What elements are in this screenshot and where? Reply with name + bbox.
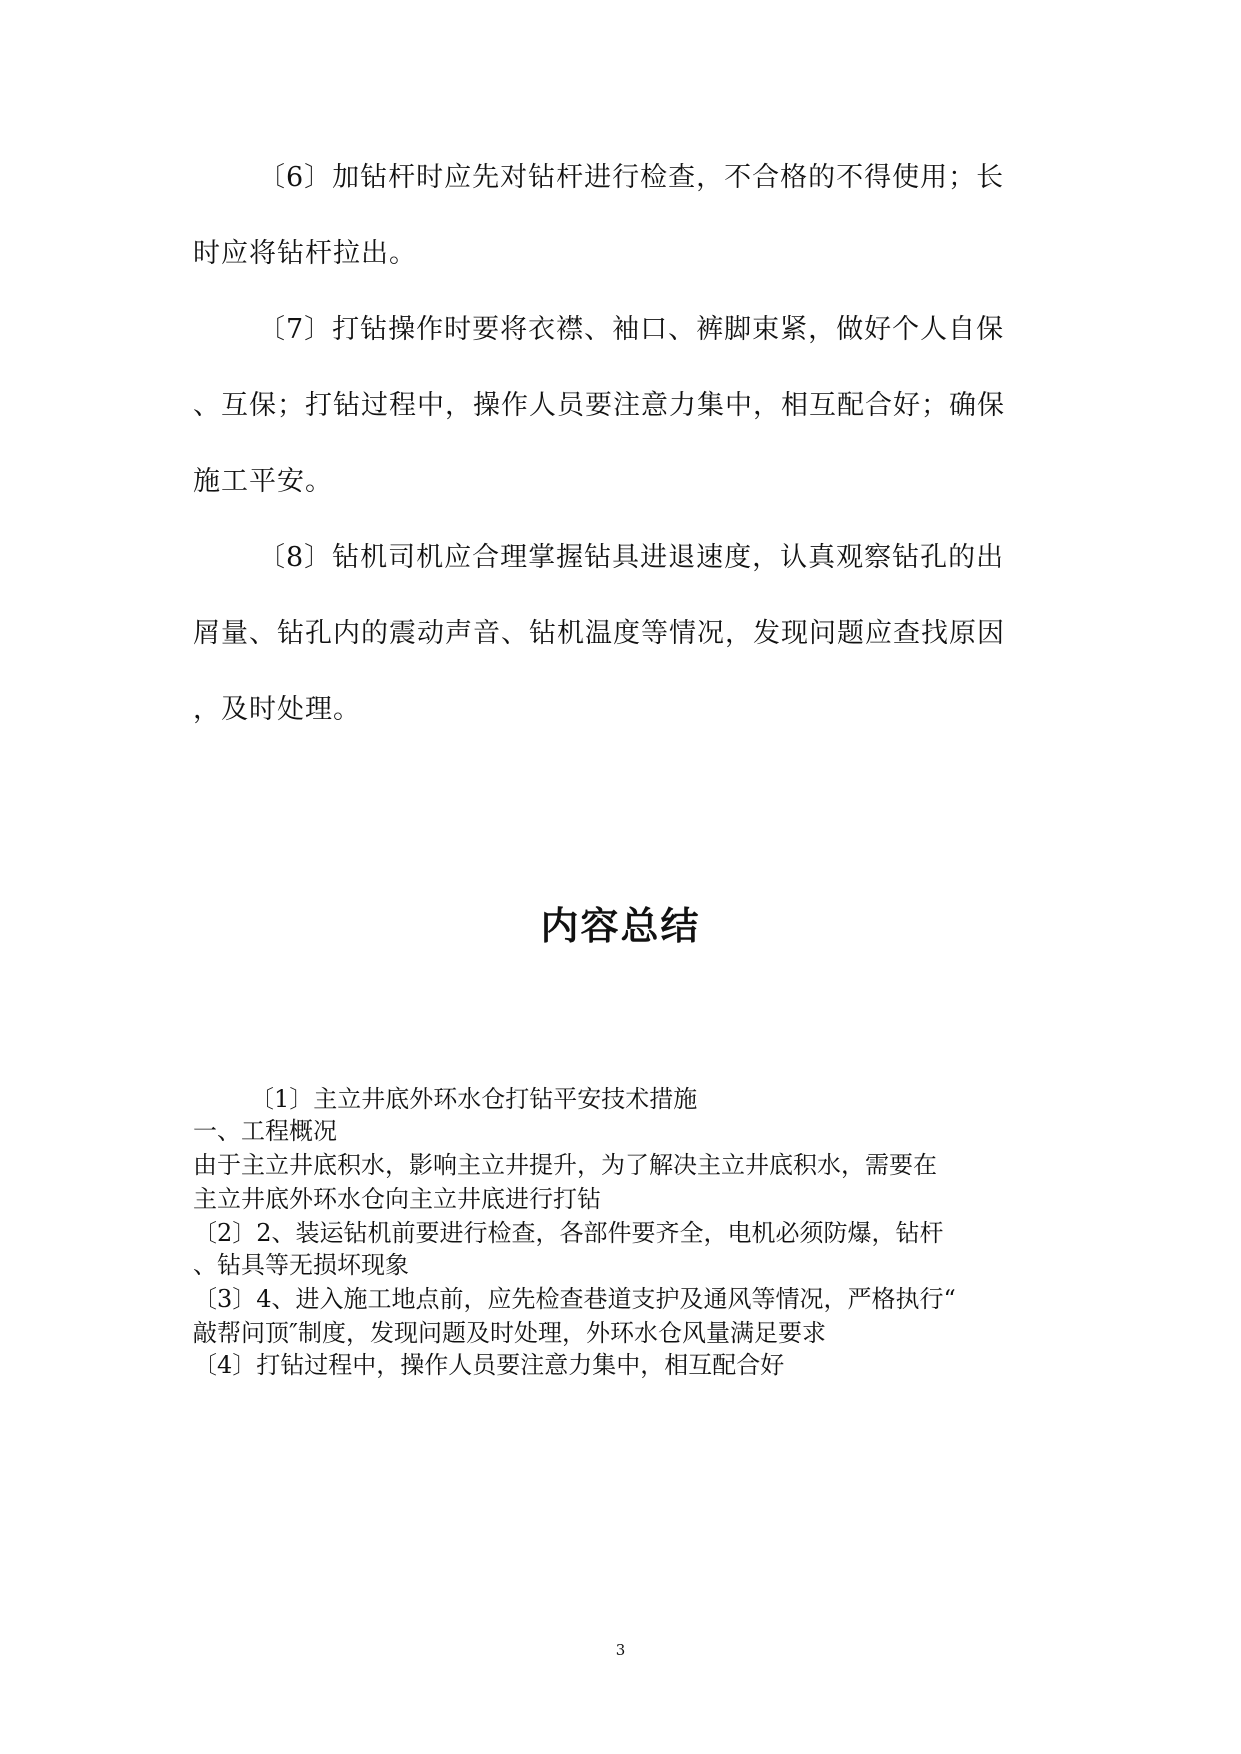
paragraph-6-line-2: 时应将钻杆拉出。: [193, 238, 417, 269]
summary-line-6: 、钻具等无损坏现象: [193, 1251, 409, 1279]
summary-line-8: 敲帮问顶″制度，发现问题及时处理，外环水仓风量满足要求: [193, 1319, 826, 1347]
paragraph-8-line-3: ，及时处理。: [193, 694, 361, 725]
paragraph-8-line-1: 〔8〕钻机司机应合理掌握钻具进退速度，认真观察钻孔的出: [258, 542, 1005, 573]
paragraph-7-line-2: 、互保；打钻过程中，操作人员要注意力集中，相互配合好；确保: [193, 390, 1005, 421]
summary-heading: 内容总结: [540, 903, 701, 948]
paragraph-6-line-1: 〔6〕加钻杆时应先对钻杆进行检查，不合格的不得使用；长: [258, 162, 1005, 193]
summary-line-9: 〔4〕打钻过程中，操作人员要注意力集中，相互配合好: [193, 1351, 785, 1379]
summary-line-3: 由于主立井底积水，影响主立井提升，为了解决主立井底积水，需要在: [193, 1151, 937, 1179]
summary-line-5: 〔2〕2、装运钻机前要进行检查，各部件要齐全，电机必须防爆，钻杆: [193, 1219, 944, 1247]
paragraph-7-line-3: 施工平安。: [193, 466, 333, 497]
summary-line-2: 一、工程概况: [193, 1117, 337, 1145]
paragraph-7-line-1: 〔7〕打钻操作时要将衣襟、袖口、裤脚束紧，做好个人自保: [258, 314, 1005, 345]
page-number: 3: [615, 1641, 626, 1659]
paragraph-8-line-2: 屑量、钻孔内的震动声音、钻机温度等情况，发现问题应查找原因: [193, 618, 1005, 649]
summary-line-7: 〔3〕4、进入施工地点前，应先检查巷道支护及通风等情况，严格执行“: [193, 1285, 956, 1313]
summary-line-1: 〔1〕主立井底外环水仓打钻平安技术措施: [250, 1085, 698, 1113]
summary-line-4: 主立井底外环水仓向主立井底进行打钻: [193, 1185, 601, 1213]
